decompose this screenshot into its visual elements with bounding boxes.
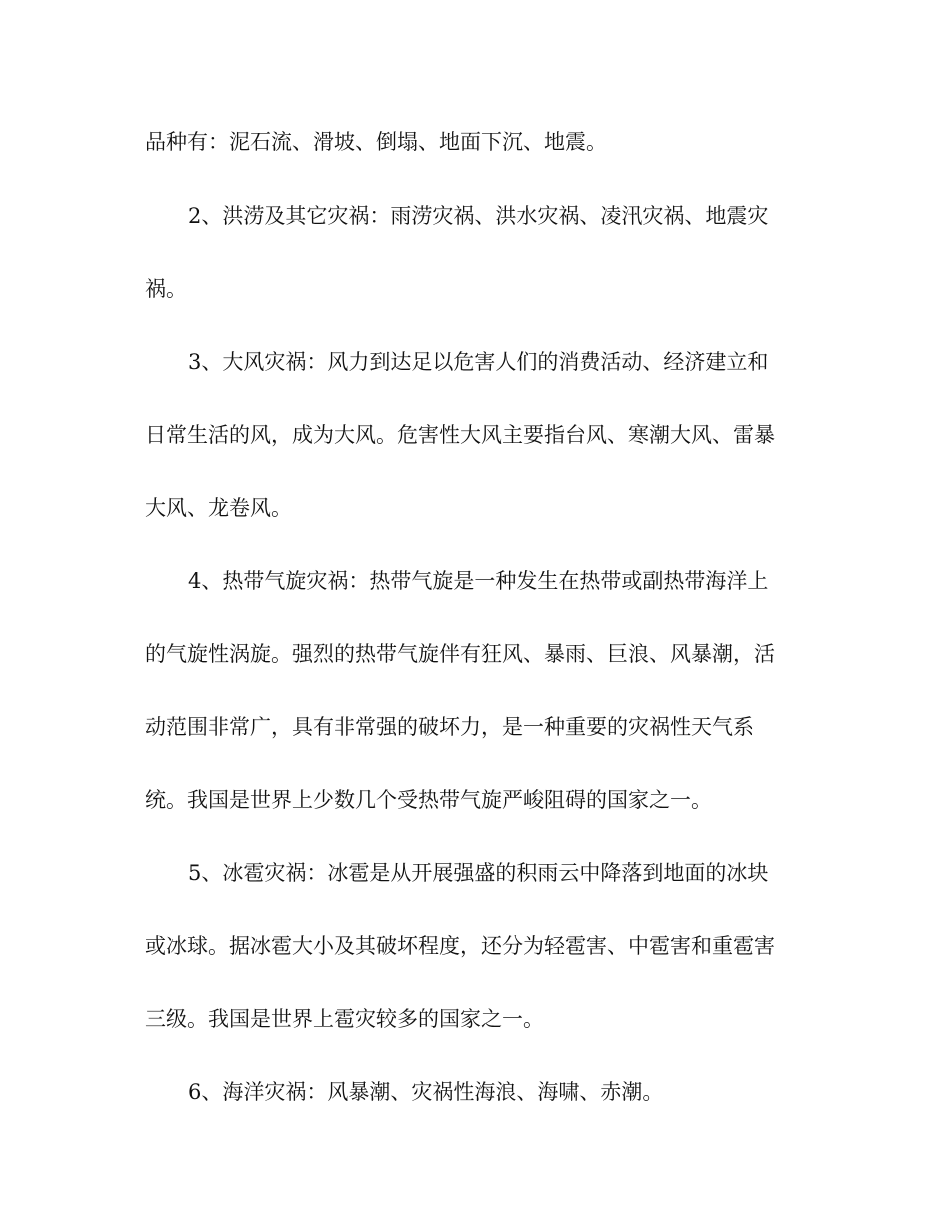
paragraph-5-line-2: 或冰球。据冰雹大小及其破坏程度，还分为轻雹害、中雹害和重雹害: [145, 934, 775, 958]
paragraph-3-line-1: 3、大风灾祸：风力到达足以危害人们的消费活动、经济建立和: [188, 350, 769, 374]
paragraph-4-line-1: 4、热带气旋灾祸：热带气旋是一种发生在热带或副热带海洋上: [188, 569, 769, 593]
paragraph-5-line-1: 5、冰雹灾祸：冰雹是从开展强盛的积雨云中降落到地面的冰块: [188, 861, 769, 885]
paragraph-4-line-3: 动范围非常广，具有非常强的破坏力，是一种重要的灾祸性天气系: [145, 715, 754, 739]
paragraph-2-line-2: 祸。: [145, 277, 187, 301]
paragraph-4-line-4: 统。我国是世界上少数几个受热带气旋严峻阻碍的国家之一。: [145, 788, 712, 812]
paragraph-2-line-1: 2、洪涝及其它灾祸：雨涝灾祸、洪水灾祸、凌汛灾祸、地震灾: [188, 204, 769, 228]
paragraph-6-line-1: 6、海洋灾祸：风暴潮、灾祸性海浪、海啸、赤潮。: [188, 1080, 664, 1104]
text-line-continuation: 品种有：泥石流、滑坡、倒塌、地面下沉、地震。: [145, 130, 607, 154]
paragraph-3-line-3: 大风、龙卷风。: [145, 496, 292, 520]
paragraph-5-line-3: 三级。我国是世界上雹灾较多的国家之一。: [145, 1007, 544, 1031]
paragraph-4-line-2: 的气旋性涡旋。强烈的热带气旋伴有狂风、暴雨、巨浪、风暴潮，活: [145, 642, 775, 666]
paragraph-3-line-2: 日常生活的风，成为大风。危害性大风主要指台风、寒潮大风、雷暴: [145, 423, 775, 447]
